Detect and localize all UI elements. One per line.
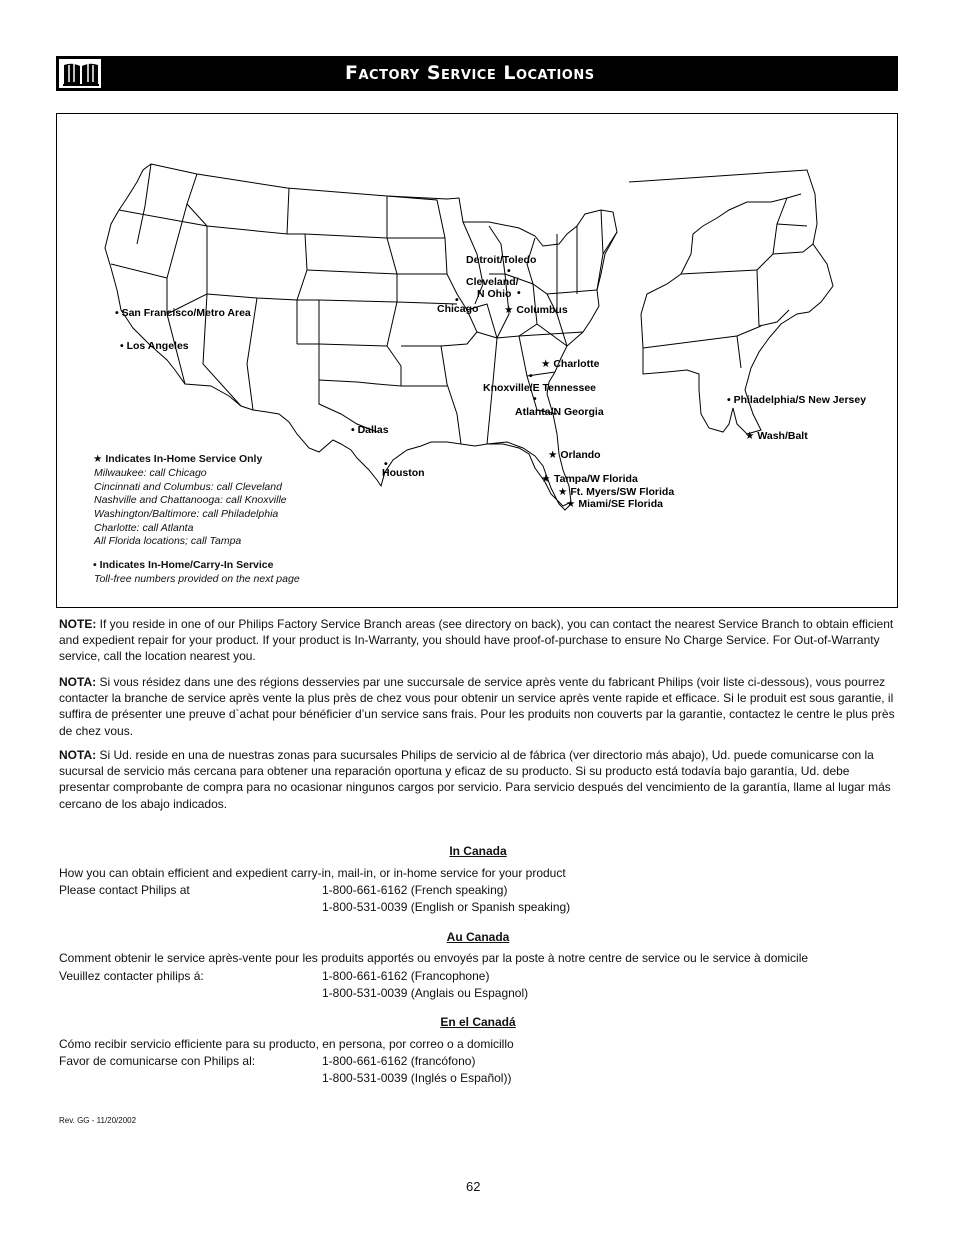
city-houston: Houston [382,467,425,479]
canada-fr-phone-1: 1-800-661-6162 (Francophone) [322,969,490,983]
city-detroit: Detroit/Toledo [466,254,537,266]
page-title: Factory Service Locations [345,62,595,84]
canada-fr-intro: Comment obtenir le service après-vente pour les produits apportés ou envoyés par la poste à notre centre de service ou le service à domicile [59,951,809,965]
revision-note: Rev. GG - 11/20/2002 [59,1116,137,1125]
dot-marker-icon: • [93,559,100,571]
canada-es-intro: Cómo recibir servicio efficiente para su producto, en persona, por correo o a domicillo [59,1037,514,1051]
star-marker-icon: ★ [541,358,554,370]
page-header [56,56,898,91]
city-dot-marker: • [529,370,533,382]
note-english: NOTE: If you reside in one of our Philips Factory Service Branch areas (see directory on back), you can contact the nearest Service Branch to obtain efficient and expedient repair for your product. If your product is In-Warranty, you should have proof-of-purchase to ensure No Charge Service. For Out-of-Warranty service, call the location nearest you. [59,617,894,664]
note-french: NOTA: Si vous résidez dans une des régions desservies par une succursale de service après vente du fabricant Philips (voir liste ci-dessous), vous pourrez contacter la branche de service après vente la plus près de chez vous pour obtenir un service après vente rapide et efficace. Si le produit est sous garantie, il suffira de présenter une preuve d`achat pour bénéficier d’un service sans frais. Pour les produits non couverts par la garantie, contactez le centre le plus près de chez vous. [59,675,895,738]
city-columbus: ★ Columbus [504,304,568,316]
canada-es-phone-1: 1-800-661-6162 (francófono) [322,1054,476,1068]
dot-marker-icon: • [115,307,122,319]
city-dallas: • Dallas [351,424,389,436]
canada-en-contact-label: Please contact Philips at [59,883,190,897]
star-marker-icon: ★ [93,453,106,465]
canada-fr-phone-2: 1-800-531-0039 (Anglais ou Espagnol) [322,986,529,1000]
dot-marker-icon: • [120,340,127,352]
city-san-francisco: • San Francisco/Metro Area [115,307,251,319]
city-star-marker: ★ [541,473,551,485]
city-tampa: Tampa/W Florida [554,473,638,485]
legend-note: Washington/Baltimore: call Philadelphia [94,508,279,520]
legend-star-title: ★ Indicates In-Home Service Only [93,453,263,465]
city-n-ohio: N Ohio [477,288,512,300]
star-marker-icon: ★ [548,449,561,461]
city-dot-marker: • [533,393,537,405]
legend-note: All Florida locations; call Tampa [94,535,242,547]
section-title-au-canada: Au Canada [446,930,510,944]
star-marker-icon: ★ [745,430,758,442]
dot-marker-icon: • [351,424,358,436]
city-chicago: Chicago [437,303,479,315]
city-dot-marker: • [517,287,521,299]
section-title-en-el-canada: En el Canadá [440,1015,516,1029]
city-dot-marker: • [384,458,388,470]
city-charlotte: ★ Charlotte [541,358,600,370]
legend-note: Cincinnati and Columbus: call Cleveland [94,481,282,493]
city-miami: ★ Miami/SE Florida [566,498,663,510]
city-philadelphia: • Philadelphia/S New Jersey [727,394,867,406]
city-ft-myers: ★ Ft. Myers/SW Florida [558,486,675,498]
canada-en-phone-1: 1-800-661-6162 (French speaking) [322,883,508,897]
section-title-in-canada: In Canada [449,844,507,858]
star-marker-icon: ★ [558,486,571,498]
book-icon [58,58,102,89]
city-dot-marker: • [507,265,511,277]
canada-es-phone-2: 1-800-531-0039 (Inglés o Español)) [322,1071,512,1085]
service-locations-map [56,113,898,608]
canada-en-phone-2: 1-800-531-0039 (English or Spanish speaking) [322,900,571,914]
canada-fr-contact-label: Veuillez contacter philips á: [59,969,204,983]
dot-marker-icon: • [727,394,734,406]
city-orlando: ★ Orlando [548,449,601,461]
star-marker-icon: ★ [504,304,517,316]
legend-dot-note: Toll-free numbers provided on the next page [94,573,300,585]
legend-note: Milwaukee: call Chicago [94,467,207,479]
page-number: 62 [466,1179,481,1194]
legend-note: Charlotte: call Atlanta [94,522,194,534]
city-knoxville: Knoxville/E Tennessee [483,382,597,394]
canada-es-contact-label: Favor de comunicarse con Philips al: [59,1054,256,1068]
city-wash-balt: ★ Wash/Balt [745,430,808,442]
city-atlanta: Atlanta/N Georgia [515,406,604,418]
legend-dot-title: • Indicates In-Home/Carry-In Service [93,559,274,571]
star-marker-icon: ★ [566,498,579,510]
legend-note: Nashville and Chattanooga: call Knoxville [94,494,287,506]
note-spanish: NOTA: Si Ud. reside en una de nuestras zonas para sucursales Philips de servicio al de fábrica (ver directorio más abajo), Ud. puede comunicarse con la sucursal de servicio más cercana para obtener una reparación oportuna y eficaz de su producto. Si su producto está todavía bajo garantía, Ud. debe presentar comprobante de compra para no ocasionar ningunos cargos por servicio. Para servicio después del vencimiento de la garantía, llame al lugar más cercano de los abajo indicados. [59,748,891,811]
city-dot-marker: • [455,294,459,306]
city-cleveland: Cleveland/ [466,276,519,288]
canada-en-intro: How you can obtain efficient and expedient carry-in, mail-in, or in-home service for your product [59,866,566,880]
city-los-angeles: • Los Angeles [120,340,189,352]
